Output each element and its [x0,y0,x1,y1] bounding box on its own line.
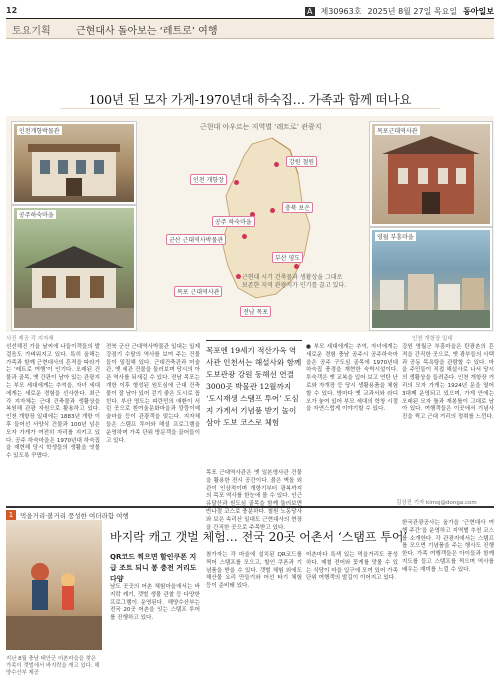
hanok-illustration [14,208,134,328]
photo-label: 공주하숙마을 [19,212,54,219]
map-marker [270,208,275,213]
reporter-byline: 김상진 기자 kimsj@donga.com [396,500,477,506]
masthead-logo: 동아일보 [463,6,494,16]
photo-credit: 인천 개항장 일대 [412,336,453,342]
photo-yeongwol [370,228,492,330]
map-pin-mokpo: 목포 근대역사관 [174,286,222,297]
article-subheading: 목포엔 19세기 적산가옥 역사관 인천서는 해설사와 함께 도보관광 강원 동해선 연결 3000곳 박물관 12월까지 ‘도시재생 스탬프 투어’ 도심지 가게서 기념품 받기 놀이 삼아 도보 코스로 체험 [206,346,302,427]
map-pin-gunsan: 군산 근대역사박물관 [166,234,226,245]
korea-map-shape [152,116,364,332]
village-illustration [372,230,490,328]
section-label: 토요기획 [12,26,51,37]
section2-headline: 바지락 캐고 갯벌 체험… 전국 20곳 어촌서 ‘스탬프 투어’ [110,530,408,544]
section-title: 근현대사 돌아보는 ‘레트로’ 여행 [76,26,218,37]
photo-gongju [12,206,136,330]
article-column-4: ● 부모 세대에게는 추억, 자녀에게는 새로운 경험 충남 공주시 공주하숙마을은 공주 구도심 골목에 1970년대 하숙집 풍경을 재현한 숙박시설이다. 투숙객은 옛 교복을 입어 보고 연탄 난로와 자개장 등 당시 생활용품을 체험할 수 있다. 방마다 옛 교과서와 라디오가 놓여 있어 부모 세대의 학창 시절을 자연스럽게 이야기할 수 있다. [306,344,398,413]
issue-number: 제30963호 [320,7,362,16]
map-marker [274,162,279,167]
section2-number: 1 [6,510,16,520]
article-column-5: 강원 영월군 부흥마을은 탄광촌의 흔적을 간직한 곳으로, 옛 광부들의 사택과 공동 목욕탕을 관람할 수 있다. 마을 주민들이 직접 해설사로 나서 당시의 생활상을 들려준다. 인천 개항장 거리의 모자 가게는 1924년 문을 열어 3대째 운영되고 있으며, 가게 안에는 오래된 모자 틀과 재봉틀이 그대로 남아 있다. 여행객들은 이곳에서 기념사진을 찍고 근대 거리의 정취를 느낀다. [402,344,494,421]
map-marker [294,264,299,269]
article-column-1: 선선해진 가을 날씨에 나들이객들의 발걸음도 가벼워지고 있다. 특히 올해는 가족과 함께 근현대사의 흔적을 따라가는 ‘레트로 여행’이 인기다. 오래된 건물과 골목, 옛 간판이 남아 있는 관광지는 부모 세대에게는 추억을, 자녀 세대에게는 새로운 경험을 선사한다. 최근 각 지자체는 근대 건축물과 생활상을 복원해 관광 자원으로 활용하고 있다. 인천 개항장 일대에는 1883년 개항 이후 들어선 서양식 건물과 100년 넘은 모자 가게가 여전히 자리를 지키고 있다. 공주 하숙마을은 1970년대 하숙집을 재현해 당시 학생들의 생활을 엿볼 수 있도록 꾸몄다. [6,344,100,460]
section-bar [6,18,494,39]
page-header [6,6,494,18]
building-illustration [14,124,134,202]
map-pin-cheorwon: 강원 철원 [286,156,317,167]
section2-column-4: 한국관광공사는 올가을 ‘근현대사 여행 주간’을 운영하고 지역별 추천 코스를 소개한다. 각 관광지에서는 스탬프를 모으면 기념품을 주는 행사도 진행한다. 가족 여행객들은 아이들과 함께 지도를 들고 스탬프를 찍으며 역사를 배우는 재미를 느낄 수 있다. [402,520,494,573]
headline-divider [60,108,440,109]
map-pin-yeongdo: 부산 영도 [272,252,303,263]
photo-label: 인천개항박물관 [19,128,60,135]
map-marker [242,234,247,239]
photo-label: 목포근대역사관 [377,128,418,135]
map-pin-boeun: 충북 보은 [282,202,313,213]
tidal-flat-illustration [6,520,102,650]
page-number: 12 [6,6,18,15]
map-legend: 근현대 시기 건축물과 생활상을 그대로 보존한 지역 관광지가 인기를 끌고 있다. [242,274,347,289]
photo-incheon [12,122,136,204]
section2-label: 먹을거리·볼거리 풍성한 여더라함 여행 [20,512,129,520]
photo-label: 영월 부흥마을 [377,234,414,241]
article-column-2: 전북 군산 근대역사박물관 일대는 일제강점기 수탈의 역사를 보여 주는 건물들이 밀집해 있다. 근대건축관과 미술관, 옛 세관 건물을 둘러보며 당시의 아픈 역사를 되새길 수 있다. 전남 목포는 개항 이후 형성된 원도심에 근대 건축물이 잘 남아 있어 걷기 좋은 도시로 꼽힌다. 부산 영도는 피란민의 애환이 서린 곳으로 흰여울문화마을과 깡깡이예술마을 등이 관광객을 맞는다. 지자체들은 스탬프 투어와 해설 프로그램을 운영하며 가족 단위 방문객을 끌어들이고 있다. [106,344,200,444]
map-marker [234,180,239,185]
map-pin-gongju: 공주 하숙마을 [212,216,255,227]
article-column-3: 목포 근대역사관은 옛 일본영사관 건물을 활용한 전시 공간이다. 붉은 벽돌 외관이 인상적이며 개항기부터 광복까지의 목포 역사를 한눈에 볼 수 있다. 인근 유달산과 원도심 골목을 함께 둘러보면 반나절 코스로 충분하다. 철원 노동당사와 보은 속리산 일대도 근현대사의 현장을 간직한 곳으로 주목받고 있다. [206,470,302,531]
map-pin-south: 전남 목포 [240,306,271,317]
regional-map [152,116,364,332]
map-pin-incheon: 인천 개항장 [190,174,227,185]
section2-photo-caption: 지난 8월 충남 태안군 어촌마을을 찾은 가족이 갯벌에서 바지락을 캐고 있다. 해양수산부 제공 [6,656,100,676]
subhead-rule [206,340,302,341]
header-right [305,6,494,17]
section2-column-3: 어촌마다 특색 있는 먹을거리도 풍성하다. 제철 전어와 꽃게를 맛볼 수 있는 식당이 마을 입구에 모여 있어 가족 단위 여행객의 발길이 이어지고 있다. [306,552,398,582]
issue-date: 2025년 8월 27일 목요일 [367,7,458,16]
photo-credit: 사진 제공 각 지자체 [6,336,54,342]
brick-building-illustration [372,124,490,224]
section2-photo [6,520,102,650]
photo-collage [6,116,494,332]
map-title: 근현대 아우르는 지역별 ‘레트로’ 관광지 [200,123,322,131]
section2-subheading: QR코드 찍으면 할인쿠폰 지급 조트 되니 봉 충전 거리도 다양 [110,553,197,583]
edition-badge: A [307,7,313,16]
section2-bar [6,506,494,520]
map-marker [236,274,241,279]
section2-column-1: 남도 곳곳의 어촌 체험마을에서는 바지락 캐기, 갯벌 생물 관찰 등 다양한 프로그램이 운영된다. 해양수산부는 전국 20곳 어촌을 잇는 스탬프 투어를 진행하고 있다. [110,584,200,622]
photo-mokpo [370,122,492,226]
section2-column-2: 참가자는 각 마을에 설치된 QR코드를 찍어 스탬프를 모으고, 할인 쿠폰과 기념품을 받을 수 있다. 갯벌 체험 외에도 해산물 요리 만들기와 어선 타기 체험 등이 준비돼 있다. [206,552,302,590]
main-headline: 100년 된 모자 가게-1970년대 하숙집… 가족과 함께 떠나요 [88,92,412,107]
